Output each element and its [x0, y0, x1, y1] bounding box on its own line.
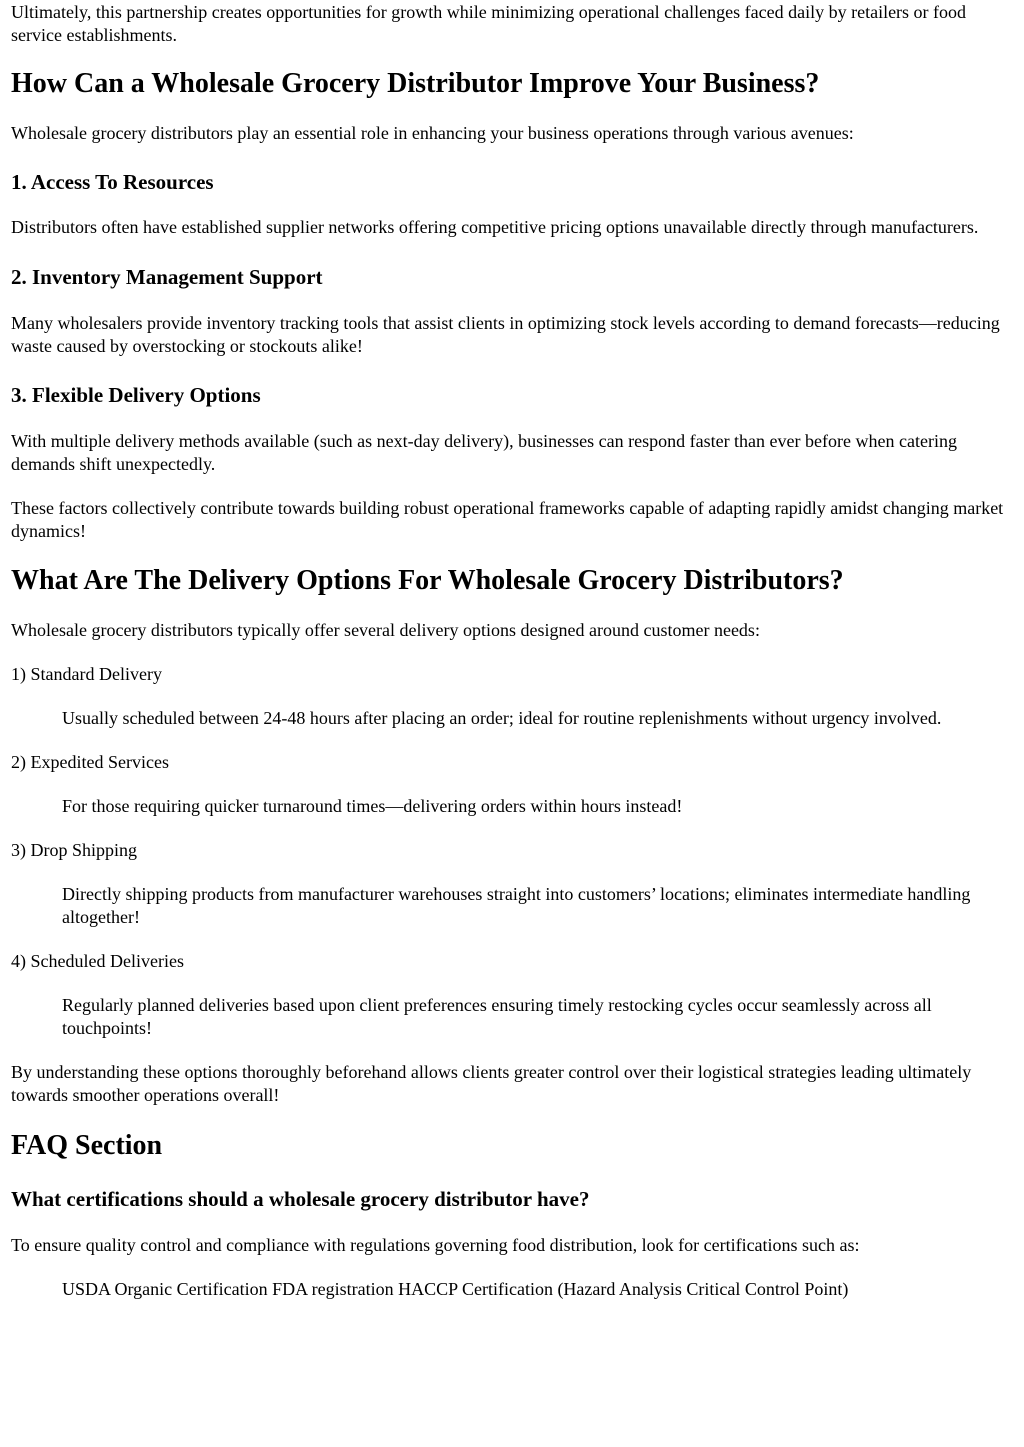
- faq-question: What certifications should a wholesale grocery distributor have?: [11, 1187, 590, 1211]
- improve-item-1-title: 1. Access To Resources: [11, 170, 214, 194]
- delivery-option-1-term: 1) Standard Delivery: [11, 664, 162, 684]
- intro-tail-paragraph: Ultimately, this partnership creates opportunities for growth while minimizing operational challenges faced daily by retailers or food service establishments.: [11, 2, 967, 45]
- delivery-option-2-desc: For those requiring quicker turnaround times—delivering orders within hours instead!: [62, 796, 683, 816]
- delivery-option-2-term: 2) Expedited Services: [11, 752, 169, 772]
- faq-heading: FAQ Section: [11, 1130, 163, 1161]
- delivery-heading: What Are The Delivery Options For Wholesale Grocery Distributors?: [11, 565, 844, 596]
- improve-item-2-title: 2. Inventory Management Support: [11, 265, 323, 289]
- delivery-intro-paragraph: Wholesale grocery distributors typically offer several delivery options designed around customer needs:: [11, 620, 760, 640]
- improve-conclusion-paragraph: These factors collectively contribute towards building robust operational frameworks capable of adapting rapidly amidst changing market dynamics!: [11, 498, 1004, 541]
- delivery-option-4-desc: Regularly planned deliveries based upon client preferences ensuring timely restocking cycles occur seamlessly across all touchpoints!: [62, 995, 932, 1038]
- delivery-option-1-desc: Usually scheduled between 24-48 hours after placing an order; ideal for routine replenishments without urgency involved.: [62, 708, 942, 728]
- faq-certifications-list: USDA Organic Certification FDA registration HACCP Certification (Hazard Analysis Critical Control Point): [62, 1279, 849, 1299]
- improve-item-1-text: Distributors often have established supplier networks offering competitive pricing options unavailable directly through manufacturers.: [11, 217, 979, 237]
- delivery-option-4-term: 4) Scheduled Deliveries: [11, 951, 184, 971]
- delivery-conclusion-paragraph: By understanding these options thoroughly beforehand allows clients greater control over their logistical strategies leading ultimately towards smoother operations overall!: [11, 1062, 972, 1105]
- delivery-option-3-term: 3) Drop Shipping: [11, 840, 137, 860]
- improve-item-3-text: With multiple delivery methods available (such as next-day delivery), businesses can respond faster than ever before when catering demands shift unexpectedly.: [11, 431, 957, 474]
- delivery-option-3-desc: Directly shipping products from manufacturer warehouses straight into customers’ locations; eliminates intermediate handling altogether!: [62, 884, 971, 927]
- improve-item-2-text: Many wholesalers provide inventory tracking tools that assist clients in optimizing stock levels according to demand forecasts—reducing waste caused by overstocking or stockouts alike!: [11, 313, 1000, 356]
- improve-item-3-title: 3. Flexible Delivery Options: [11, 383, 261, 407]
- improve-intro-paragraph: Wholesale grocery distributors play an essential role in enhancing your business operations through various avenues:: [11, 123, 854, 143]
- improve-heading: How Can a Wholesale Grocery Distributor Improve Your Business?: [11, 68, 820, 99]
- article: [0, 1, 1024, 1301]
- faq-answer: To ensure quality control and compliance with regulations governing food distribution, look for certifications such as:: [11, 1235, 860, 1255]
